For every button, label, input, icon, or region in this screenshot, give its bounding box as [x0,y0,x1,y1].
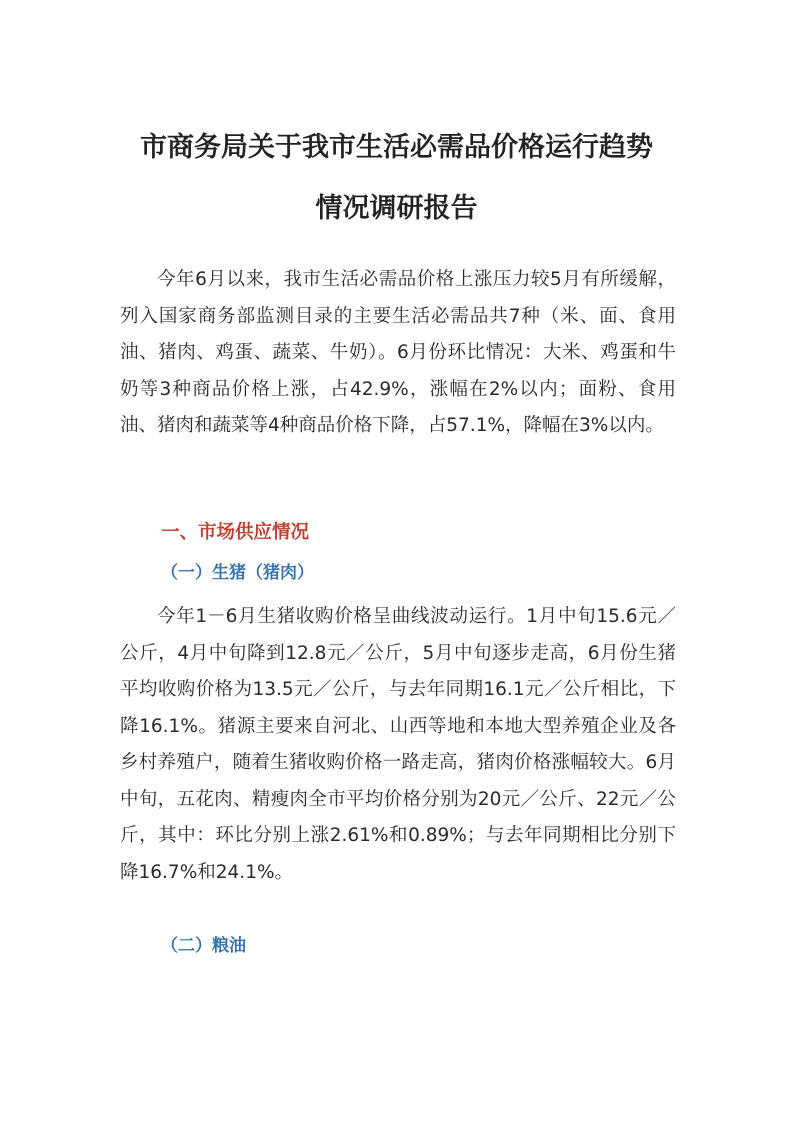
intro-paragraph: 今年6月以来，我市生活必需品价格上涨压力较5月有所缓解，列入国家商务部监测目录的主要生活必需品共7种（米、面、食用油、猪肉、鸡蛋、蔬菜、牛奶）。6月份环比情况：大米、鸡蛋和牛奶等3种商品价格上涨，占42.9%，涨幅在2%以内；面粉、食用油、猪肉和蔬菜等4种商品价格下降，占57.1%，降幅在3%以内。 [120,269,676,436]
document-title-line1: 市商务局关于我市生活必需品价格运行趋势 [140,132,653,163]
subsection-heading-grain-oil: （二）粮油 [161,936,246,956]
section-heading-market-supply: 一、市场供应情况 [161,522,310,543]
pig-price-paragraph: 今年1－6月生猪收购价格呈曲线波动运行。1月中旬15.6元／公斤，4月中旬降到12.8元／公斤，5月中旬逐步走高，6月份生猪平均收购价格为13.5元／公斤，与去年同期16.1元／公斤相比，下降16.1%。猪源主要来自河北、山西等地和本地大型养殖企业及各乡村养殖户，随着生猪收购价格一路走高，猪肉价格涨幅较大。6月中旬，五花肉、精瘦肉全市平均价格分别为20元／公斤、22元／公斤，其中：环比分别上涨2.61%和0.89%；与去年同期相比分别下降16.7%和24.1%。 [120,606,676,883]
document-title-line2: 情况调研报告 [315,193,478,224]
subsection-heading-pigs: （一）生猪（猪肉） [161,563,314,583]
